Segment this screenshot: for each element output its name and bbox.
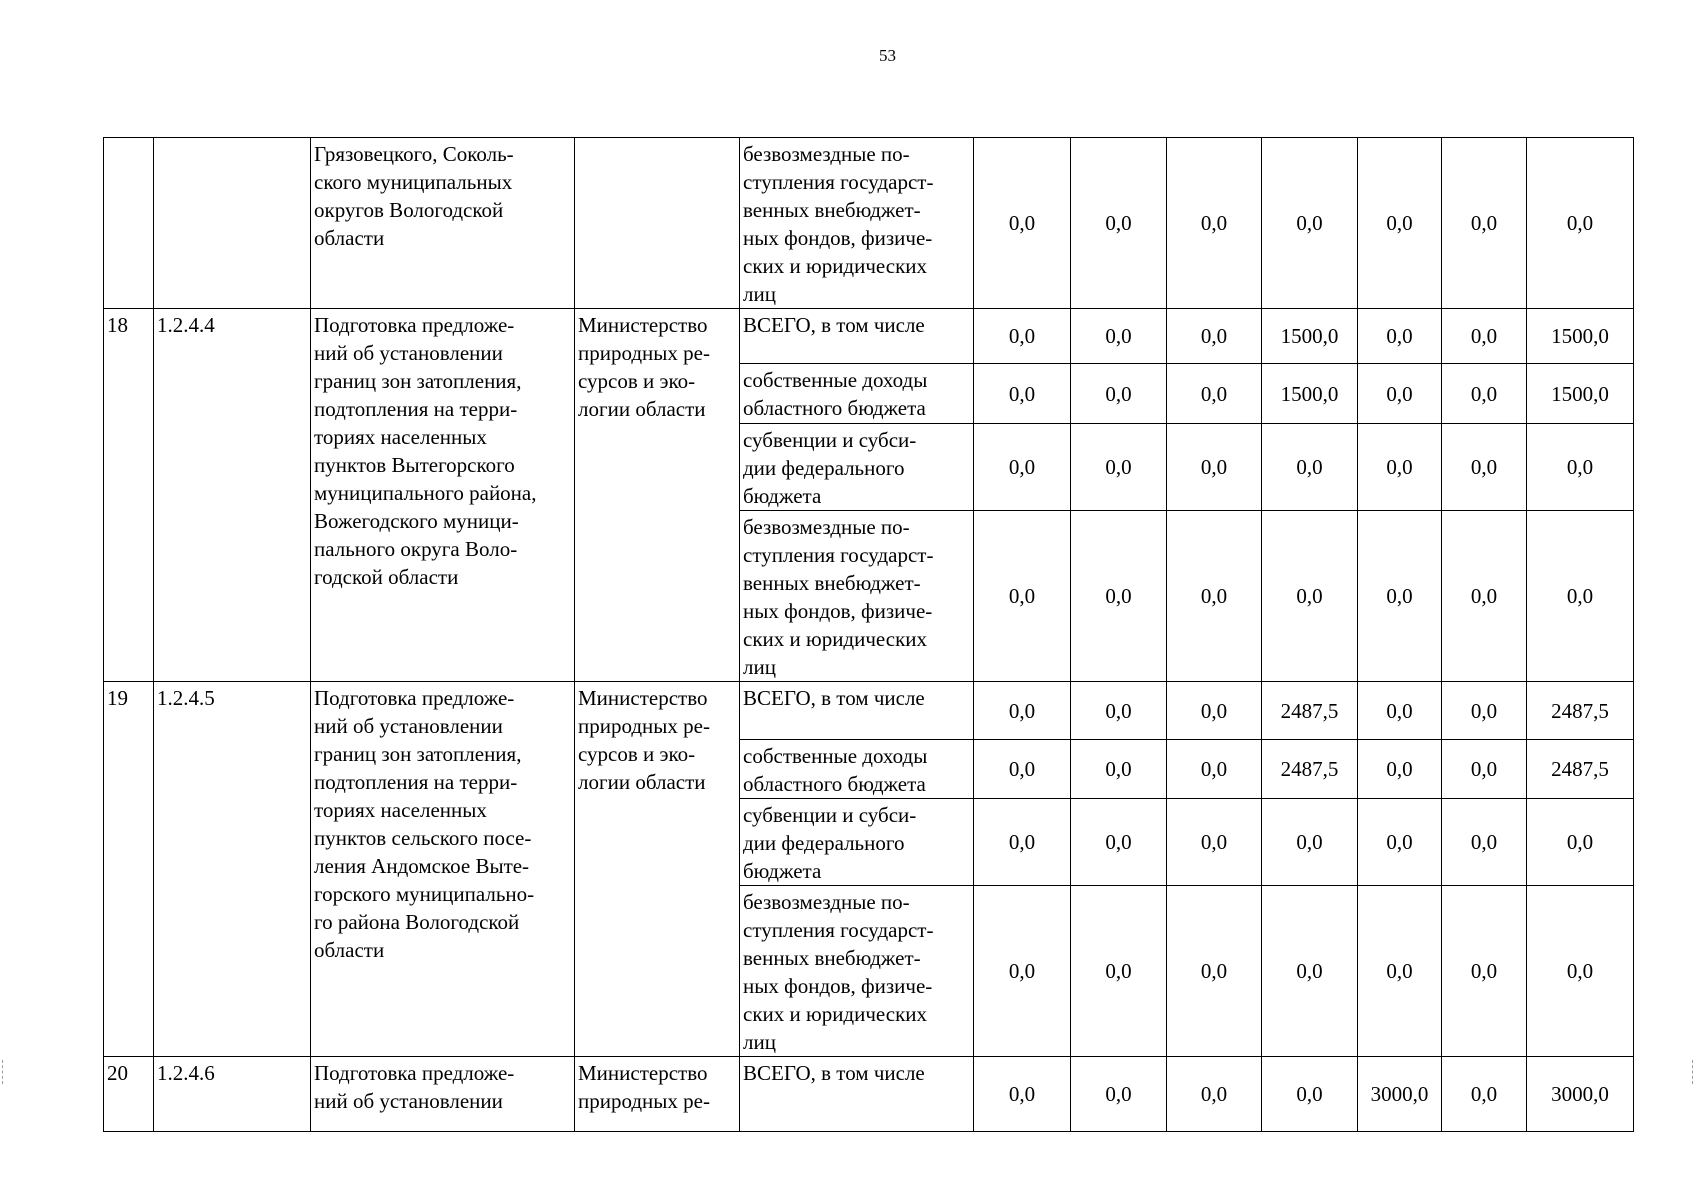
- value-cell: 1500,0: [1262, 309, 1358, 364]
- value-cell: 0,0: [1358, 886, 1442, 1057]
- value-cell: 0,0: [1262, 511, 1358, 682]
- value-cell: 0,0: [1358, 424, 1442, 511]
- value-cell: 0,0: [1262, 886, 1358, 1057]
- budget-table: [103, 137, 1634, 1132]
- total-value-cell: 0,0: [1527, 799, 1634, 886]
- value-cell: 0,0: [1071, 364, 1167, 424]
- value-cell: 1500,0: [1262, 364, 1358, 424]
- page-number: 53: [879, 46, 896, 65]
- value-cell: 0,0: [1167, 886, 1262, 1057]
- value-cell: 0,0: [1167, 682, 1262, 740]
- value-cell: 0,0: [1358, 364, 1442, 424]
- funding-source-cell: собственные доходы областного бюджета: [740, 364, 974, 424]
- value-cell: 3000,0: [1358, 1057, 1442, 1132]
- total-value-cell: 2487,5: [1527, 740, 1634, 799]
- measure-name-cell: Подготовка предложе- ний об установлении границ зон затопления, подтопления на терри- ториях населенных пунктов Вытегорского муниципального района, Вожегодского муници- пального округа Воло- годской области: [311, 309, 575, 682]
- value-cell: 2487,5: [1262, 740, 1358, 799]
- value-cell: 0,0: [1167, 138, 1262, 309]
- value-cell: 0,0: [1167, 511, 1262, 682]
- value-cell: 0,0: [974, 740, 1071, 799]
- value-cell: 0,0: [1262, 1057, 1358, 1132]
- value-cell: 0,0: [1071, 799, 1167, 886]
- value-cell: 0,0: [974, 138, 1071, 309]
- value-cell: 2487,5: [1262, 682, 1358, 740]
- value-cell: 0,0: [974, 886, 1071, 1057]
- total-value-cell: 0,0: [1527, 511, 1634, 682]
- value-cell: 0,0: [1071, 138, 1167, 309]
- total-value-cell: 2487,5: [1527, 682, 1634, 740]
- value-cell: 0,0: [1358, 682, 1442, 740]
- value-cell: 0,0: [1071, 886, 1167, 1057]
- value-cell: 0,0: [1071, 309, 1167, 364]
- value-cell: 0,0: [1442, 138, 1527, 309]
- funding-source-cell: ВСЕГО, в том числе: [740, 682, 974, 740]
- total-value-cell: 3000,0: [1527, 1057, 1634, 1132]
- funding-source-cell: безвозмездные по- ступления государст- венных внебюджет- ных фондов, физиче- ских и юридических лиц: [740, 138, 974, 309]
- table-row: [104, 138, 1634, 309]
- item-code-cell: [154, 138, 311, 309]
- value-cell: 0,0: [1442, 886, 1527, 1057]
- item-code-cell: 1.2.4.4: [154, 309, 311, 682]
- value-cell: 0,0: [1071, 511, 1167, 682]
- total-value-cell: 0,0: [1527, 886, 1634, 1057]
- table-row: [104, 1057, 1634, 1132]
- total-value-cell: 0,0: [1527, 424, 1634, 511]
- funding-source-cell: субвенции и субси- дии федерального бюджета: [740, 424, 974, 511]
- right-edge-mark: [1692, 1060, 1696, 1084]
- table-row: [104, 682, 1634, 740]
- value-cell: 0,0: [1262, 424, 1358, 511]
- funding-source-cell: безвозмездные по- ступления государст- венных внебюджет- ных фондов, физиче- ских и юридических лиц: [740, 886, 974, 1057]
- value-cell: 0,0: [1358, 309, 1442, 364]
- value-cell: 0,0: [1442, 682, 1527, 740]
- measure-name-cell: Подготовка предложе- ний об установлении: [311, 1057, 575, 1132]
- value-cell: 0,0: [1442, 424, 1527, 511]
- value-cell: 0,0: [1262, 138, 1358, 309]
- value-cell: 0,0: [1358, 138, 1442, 309]
- value-cell: 0,0: [1167, 1057, 1262, 1132]
- value-cell: 0,0: [1071, 682, 1167, 740]
- value-cell: 0,0: [1442, 511, 1527, 682]
- value-cell: 0,0: [974, 1057, 1071, 1132]
- value-cell: 0,0: [974, 511, 1071, 682]
- executor-cell: Министерство природных ре-: [575, 1057, 740, 1132]
- value-cell: 0,0: [1071, 1057, 1167, 1132]
- value-cell: 0,0: [1442, 1057, 1527, 1132]
- total-value-cell: 1500,0: [1527, 309, 1634, 364]
- value-cell: 0,0: [1358, 799, 1442, 886]
- table-row: [104, 309, 1634, 364]
- funding-source-cell: ВСЕГО, в том числе: [740, 1057, 974, 1132]
- value-cell: 0,0: [1167, 424, 1262, 511]
- left-edge-mark: [2, 1060, 6, 1084]
- funding-source-cell: ВСЕГО, в том числе: [740, 309, 974, 364]
- value-cell: 0,0: [974, 309, 1071, 364]
- funding-source-cell: собственные доходы областного бюджета: [740, 740, 974, 799]
- row-number-cell: 19: [104, 682, 154, 1057]
- total-value-cell: 0,0: [1527, 138, 1634, 309]
- value-cell: 0,0: [1167, 740, 1262, 799]
- total-value-cell: 1500,0: [1527, 364, 1634, 424]
- value-cell: 0,0: [1167, 364, 1262, 424]
- funding-source-cell: безвозмездные по- ступления государст- венных внебюджет- ных фондов, физиче- ских и юридических лиц: [740, 511, 974, 682]
- value-cell: 0,0: [1262, 799, 1358, 886]
- item-code-cell: 1.2.4.5: [154, 682, 311, 1057]
- value-cell: 0,0: [1358, 511, 1442, 682]
- measure-name-cell: Подготовка предложе- ний об установлении границ зон затопления, подтопления на терри- ториях населенных пунктов сельского посе- ления Андомское Выте- горского муниципально- го района Вологодской области: [311, 682, 575, 1057]
- row-number-cell: 20: [104, 1057, 154, 1132]
- value-cell: 0,0: [974, 799, 1071, 886]
- value-cell: 0,0: [1167, 799, 1262, 886]
- executor-cell: Министерство природных ре- сурсов и эко- логии области: [575, 682, 740, 1057]
- value-cell: 0,0: [974, 364, 1071, 424]
- executor-cell: Министерство природных ре- сурсов и эко- логии области: [575, 309, 740, 682]
- item-code-cell: 1.2.4.6: [154, 1057, 311, 1132]
- value-cell: 0,0: [1442, 799, 1527, 886]
- value-cell: 0,0: [1358, 740, 1442, 799]
- funding-source-cell: субвенции и субси- дии федерального бюджета: [740, 799, 974, 886]
- value-cell: 0,0: [974, 424, 1071, 511]
- measure-name-cell: Грязовецкого, Соколь- ского муниципальных округов Вологодской области: [311, 138, 575, 309]
- value-cell: 0,0: [1442, 364, 1527, 424]
- value-cell: 0,0: [1071, 424, 1167, 511]
- row-number-cell: 18: [104, 309, 154, 682]
- value-cell: 0,0: [1167, 309, 1262, 364]
- executor-cell: [575, 138, 740, 309]
- row-number-cell: [104, 138, 154, 309]
- value-cell: 0,0: [1442, 309, 1527, 364]
- value-cell: 0,0: [974, 682, 1071, 740]
- value-cell: 0,0: [1442, 740, 1527, 799]
- value-cell: 0,0: [1071, 740, 1167, 799]
